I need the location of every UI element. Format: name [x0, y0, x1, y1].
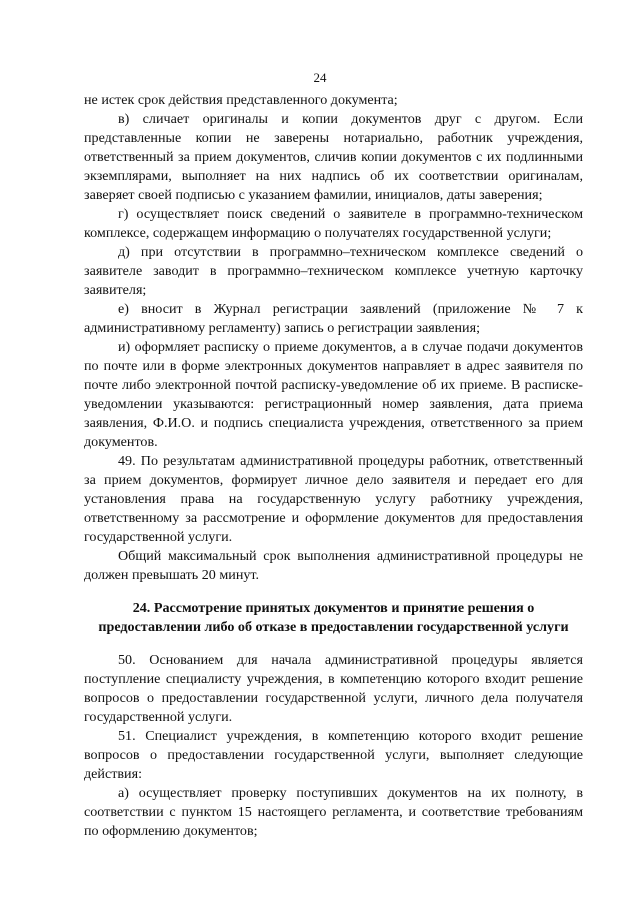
- paragraph-bottom-2: 51. Специалист учреждения, в компетенцию которого входит решение вопросов о предоставлении государственной услуги, выполняет следующие действия:: [84, 728, 583, 782]
- paragraph-top-5: е) вносит в Журнал регистрации заявлений (приложение № 7 к административному регламенту) запись о регистрации заявления;: [84, 301, 583, 336]
- paragraph-top-2: в) сличает оригиналы и копии документов друг с другом. Если представленные копии не заверены нотариально, работник учреждения, ответственный за прием документов, сличив копии документов с их подлинными экземплярами, выполняет на них надпись об их соответствии оригиналам, заверяет своей подписью с указанием фамилии, инициалов, даты заверения;: [84, 111, 583, 203]
- section-heading: 24. Рассмотрение принятых документов и принятие решения о предоставлении либо об отказе в предоставлении государственной услуги: [98, 600, 569, 635]
- paragraph-top-8: Общий максимальный срок выполнения административной процедуры не должен превышать 20 минут.: [84, 548, 583, 583]
- paragraph-bottom-1: 50. Основанием для начала административной процедуры является поступление специалисту учреждения, в компетенцию которого входит решение вопросов о предоставлении государственной услуги, личного дела получателя государственной услуги.: [84, 652, 583, 725]
- paragraph-top-6: и) оформляет расписку о приеме документов, а в случае подачи документов по почте или в форме электронных документов направляет в адрес заявителя по почте либо электронной почтой расписку-уведомление об их приеме. В расписке-уведомлении указываются: регистрационный номер заявления, дата приема заявления, Ф.И.О. и подпись специалиста учреждения, ответственного за прием документов.: [84, 339, 583, 450]
- paragraph-top-7: 49. По результатам административной процедуры работник, ответственный за прием документов, формирует личное дело заявителя и передает его для установления права на государственную услугу работнику учреждения, ответственному за рассмотрение и оформление документов для предоставления государственной услуги.: [84, 453, 583, 545]
- paragraph-top-3: г) осуществляет поиск сведений о заявителе в программно-техническом комплексе, содержащем информацию о получателях государственной услуги;: [84, 206, 583, 241]
- spacer: [84, 585, 583, 599]
- paragraph-top-4: д) при отсутствии в программно–техническом комплексе сведений о заявителе заводит в программно–техническом комплексе учетную карточку заявителя;: [84, 244, 583, 298]
- paragraph-bottom-3: а) осуществляет проверку поступивших документов на их полноту, в соответствии с пунктом 15 настоящего регламента, и соответствие требованиям по оформлению документов;: [84, 785, 583, 839]
- paragraph-top-1: не истек срок действия представленного документа;: [84, 92, 398, 108]
- spacer: [84, 637, 583, 651]
- document-body: [84, 91, 583, 841]
- page-number: 24: [313, 70, 327, 85]
